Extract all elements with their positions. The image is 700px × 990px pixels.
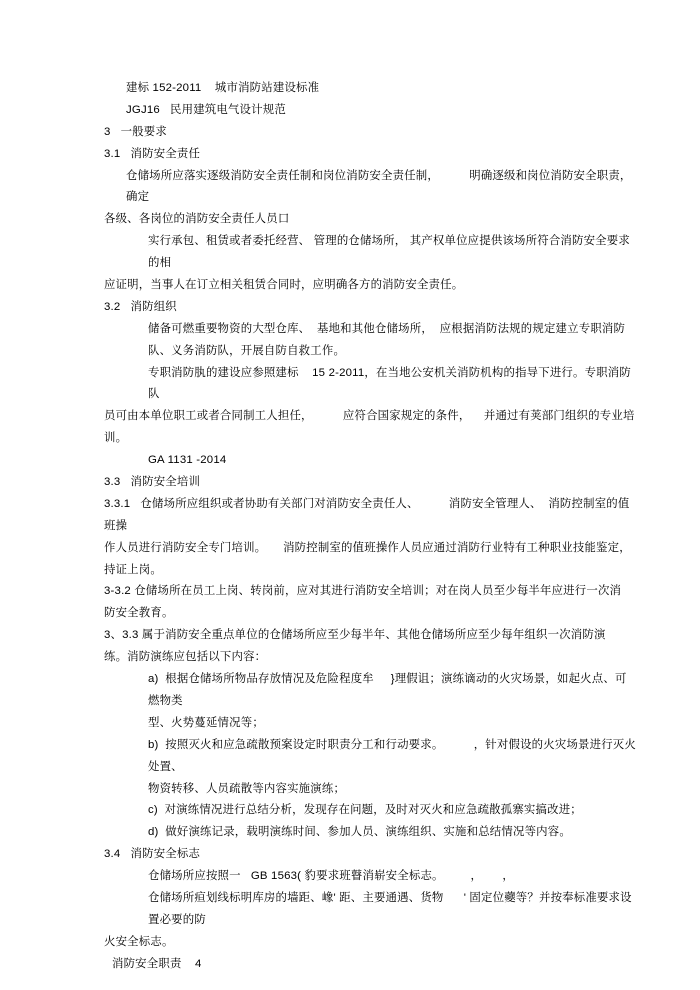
doc-heading-3-1: 3.1 消防安全责任 [104, 147, 201, 160]
doc-line: 储备可燃重要物资的大型仓库、 基地和其他仓储场所， 应根据消防法规的规定建立专职消防队、义务消防队，开展自防自救工作。 [148, 322, 626, 357]
doc-line: 防安全教育。 [104, 607, 174, 620]
doc-line: JGJ16 民用建筑电气设计规范 [126, 103, 286, 116]
doc-heading-3-2: 3.2 消防组织 [104, 300, 177, 313]
doc-footer-line: 消防安全职责 4 [112, 957, 202, 970]
doc-line: 仓储场所应落实逐级消防安全责任制和岗位消防安全责任制， 明确逐级和岗位消防安全职责，确定 [126, 169, 632, 204]
doc-line: 应证明，当事人在订立相关租赁合同时，应明确各方的消防安全责任。 [104, 279, 464, 292]
doc-heading-3-4: 3.4 消防安全标志 [104, 848, 201, 861]
doc-line: 专职消防肒的建设应参照建标 15 2-2011，在当地公安机关消防机构的指导下进行。专职消防队 [148, 366, 631, 401]
doc-reference-line: GA 1131 -2014 [148, 454, 227, 467]
doc-line: 建标 152-2011 城市消防站建设标准 [126, 82, 320, 94]
doc-line: 型、火势蔓延情况等； [148, 716, 264, 729]
doc-heading-3-3: 3.3 消防安全培训 [104, 476, 201, 489]
doc-line: 各级、各岗位的消防安全责任人员口 [104, 213, 290, 226]
doc-line: 火安全标志。 [104, 935, 174, 948]
doc-list-item-a: a) 根据仓储场所物品存放情况及危险程度牟 }理假诅；演练谪动的火灾场景，如起火点、可燃物类 [148, 673, 627, 707]
doc-line: 3.3.1 仓储场所应组织或者协助有关部门对消防安全责任人、 消防安全管理人、 消防控制室的值班操 [104, 497, 630, 532]
doc-list-item-d: d) 做好演练记录，载明演练时间、参加人员、演练组织、实施和总结情况等内容。 [148, 826, 571, 839]
doc-line: 3-3.2 仓储场所在员工上岗、转岗前，应对其进行消防安全培训；对在岗人员至少每半年应进行一次消 [104, 585, 622, 598]
doc-line: 作人员进行消防安全专门培训。 消防控制室的值班操作人员应通过消防行业特有工种职业技能鉴定， [104, 541, 631, 554]
doc-line: 物资转移、人员疏散等内容实施演练； [148, 782, 346, 795]
doc-line: 持证上岗。 [104, 563, 162, 576]
doc-line: 员可由本单位职工或者合同制工人担任， 应符合国家规定的条件， 并通过有荚部门组织的专业培训。 [104, 410, 635, 445]
doc-line: 仓储场所疸划线标明库房的墙距、嶑' 距、主要通遇、货物 ' 固定位蘷等？并按奉标准要求设置必要的防 [148, 891, 632, 926]
doc-line: 练。消防演练应包括以下内容： [104, 651, 267, 664]
doc-line: 实行承包、租赁或者委托经营、 管理的仓储场所， 其产权单位应提供该场所符合消防安全要求的相 [148, 235, 630, 270]
document-body [104, 78, 638, 976]
doc-list-item-b: b) 按照灭火和应急疏散预案设定时职责分工和行动要求。 ，针对假设的火灾场景进行灭火处置、 [148, 738, 636, 773]
doc-list-item-c: c) 对演练情况进行总结分析，发现存在问题，及时对灭火和应急疏散孤寨实搞改进； [148, 804, 582, 817]
doc-heading-3: 3 一般要求 [104, 125, 167, 138]
doc-line: 仓储场所应按照一 GB 1563( 豹要求班瞽消崭安全标志。 ， ， [148, 870, 514, 883]
doc-line: 3、3.3 属于消防安全重点单位的仓储场所应至少每半年、其他仓储场所应至少每年组织一次消防演 [104, 629, 606, 642]
